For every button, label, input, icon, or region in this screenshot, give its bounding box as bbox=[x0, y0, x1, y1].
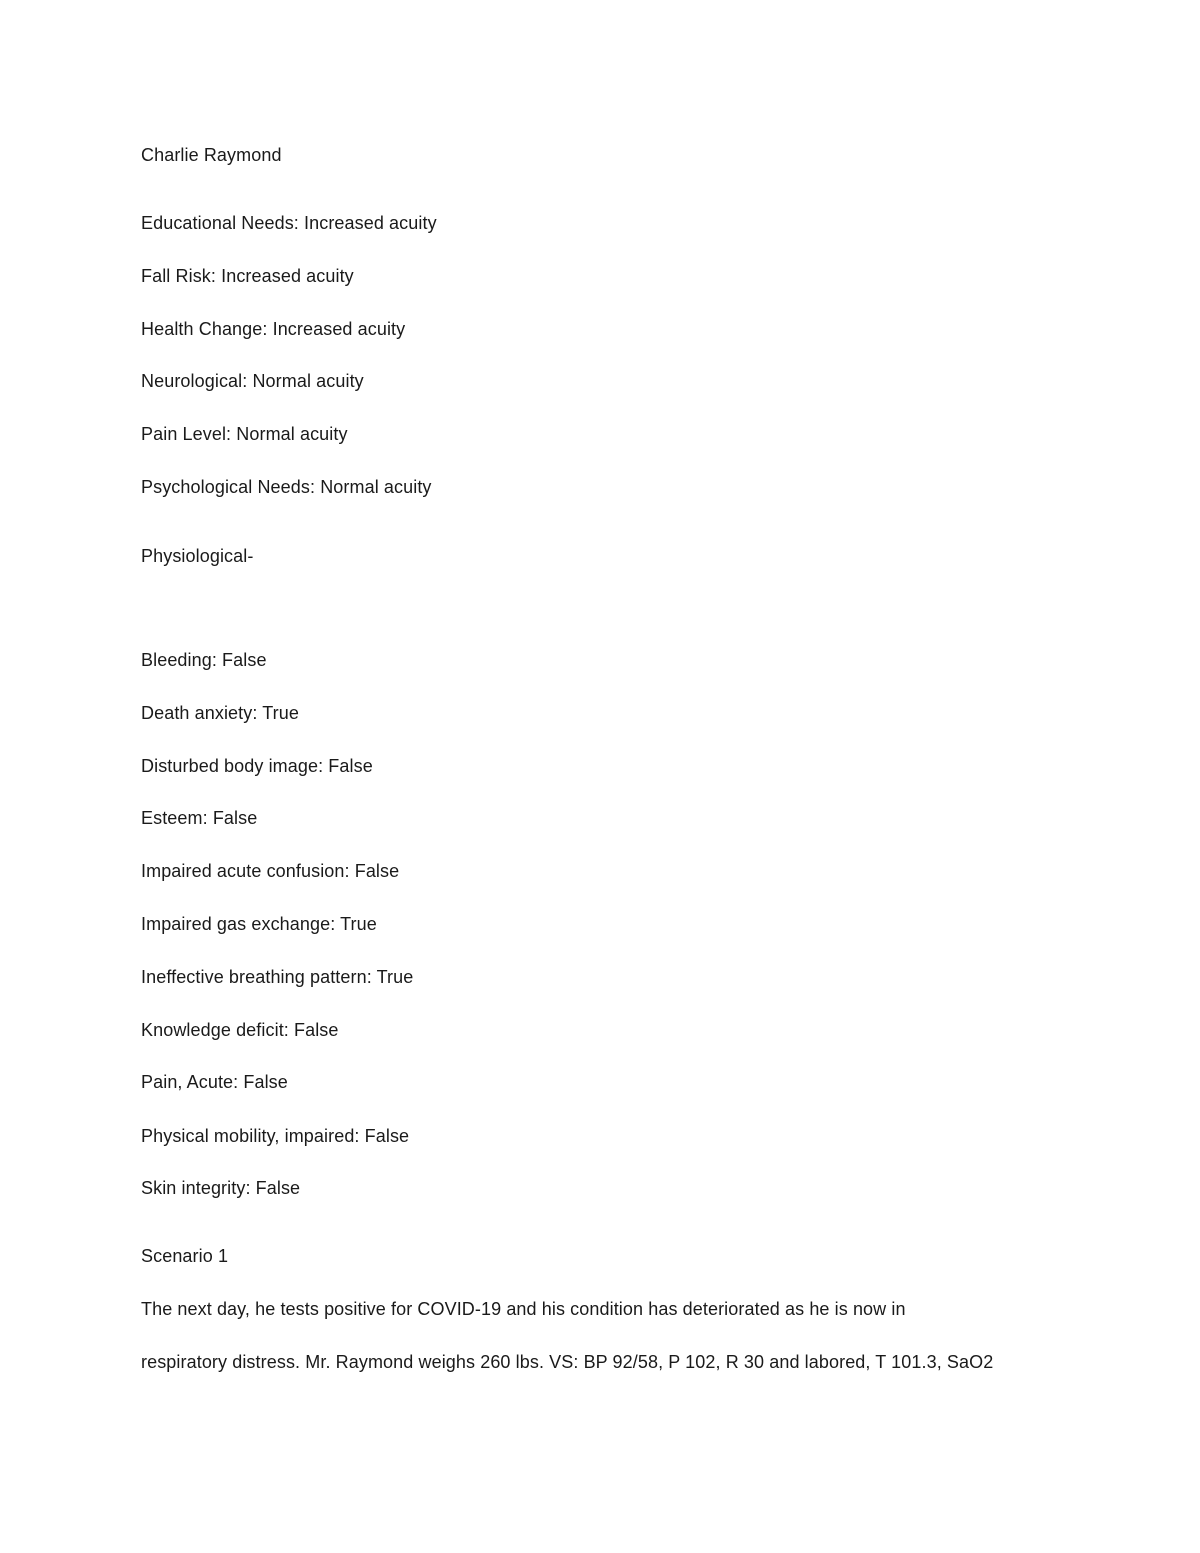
diagnosis-pain-acute: Pain, Acute: False bbox=[141, 1072, 288, 1092]
acuity-health-change: Health Change: Increased acuity bbox=[141, 319, 406, 339]
diagnosis-bleeding: Bleeding: False bbox=[141, 650, 267, 670]
acuity-pain-level: Pain Level: Normal acuity bbox=[141, 424, 348, 444]
diagnosis-knowledge-deficit: Knowledge deficit: False bbox=[141, 1020, 339, 1040]
diagnosis-ineffective-breathing-pattern: Ineffective breathing pattern: True bbox=[141, 967, 414, 987]
acuity-psychological-needs: Psychological Needs: Normal acuity bbox=[141, 477, 432, 497]
physiological-heading: Physiological- bbox=[141, 546, 254, 566]
diagnosis-physical-mobility-impaired: Physical mobility, impaired: False bbox=[141, 1126, 410, 1146]
scenario-text-line-2: respiratory distress. Mr. Raymond weighs 260 lbs. VS: BP 92/58, P 102, R 30 and labored, T 101.3, SaO2 bbox=[141, 1352, 994, 1372]
scenario-heading: Scenario 1 bbox=[141, 1246, 229, 1266]
patient-name: Charlie Raymond bbox=[141, 145, 282, 165]
diagnosis-impaired-gas-exchange: Impaired gas exchange: True bbox=[141, 914, 377, 934]
diagnosis-skin-integrity: Skin integrity: False bbox=[141, 1178, 301, 1198]
diagnosis-esteem: Esteem: False bbox=[141, 808, 258, 828]
acuity-neurological: Neurological: Normal acuity bbox=[141, 371, 364, 391]
diagnosis-impaired-acute-confusion: Impaired acute confusion: False bbox=[141, 861, 400, 881]
acuity-educational-needs: Educational Needs: Increased acuity bbox=[141, 213, 437, 233]
diagnosis-death-anxiety: Death anxiety: True bbox=[141, 703, 299, 723]
acuity-fall-risk: Fall Risk: Increased acuity bbox=[141, 266, 354, 286]
scenario-text-line-1: The next day, he tests positive for COVID-19 and his condition has deteriorated as he is now in bbox=[141, 1299, 906, 1319]
diagnosis-disturbed-body-image: Disturbed body image: False bbox=[141, 756, 373, 776]
